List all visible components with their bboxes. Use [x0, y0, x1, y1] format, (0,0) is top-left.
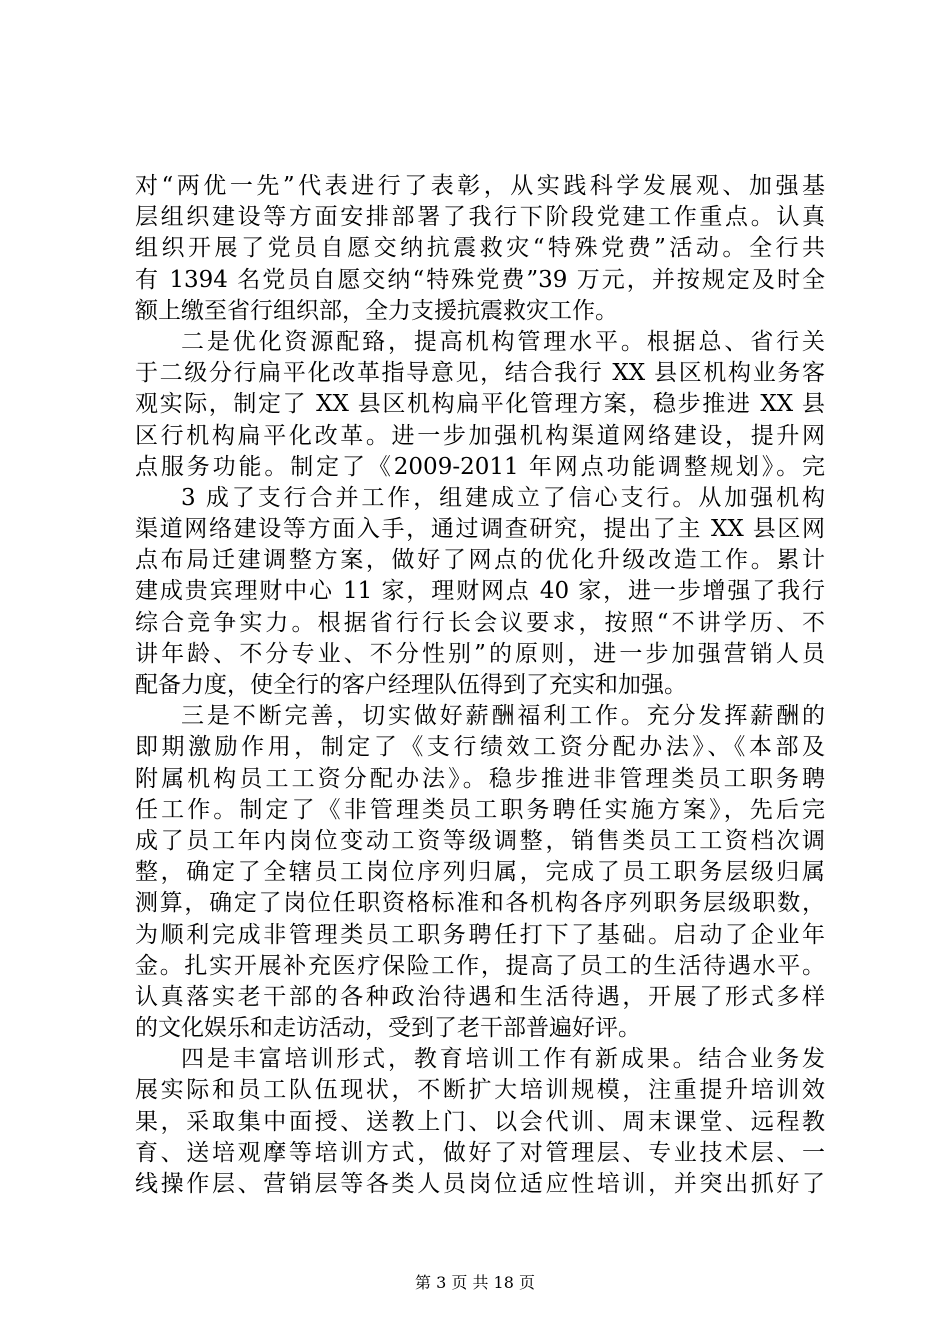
text-line: 区行机构扁平化改革。进一步加强机构渠道网络建设，提升网	[135, 422, 825, 449]
text-line: 观实际，制定了 XX 县区机构扁平化管理方案，稳步推进 XX 县	[135, 391, 825, 418]
text-line: 组织开展了党员自愿交纳抗震救灾“特殊党费”活动。全行共	[135, 235, 825, 262]
text-line: 整，确定了全辖员工岗位序列归属，完成了员工职务层级归属	[135, 859, 825, 886]
paragraph-start-line: 二是优化资源配臵，提高机构管理水平。根据总、省行关	[181, 328, 825, 355]
text-line: 额上缴至省行组织部，全力支援抗震救灾工作。	[135, 297, 618, 324]
text-line: 果，采取集中面授、送教上门、以会代训、周末课堂、远程教	[135, 1108, 825, 1135]
text-line: 讲年龄、不分专业、不分性别”的原则，进一步加强营销人员	[135, 640, 825, 667]
text-line: 附属机构员工工资分配办法》。稳步推进非管理类员工职务聘	[135, 765, 825, 792]
text-line: 测算，确定了岗位任职资格标准和各机构各序列职务层级职数，	[135, 890, 825, 917]
body-text	[135, 171, 825, 1200]
text-line: 于二级分行扁平化改革指导意见，结合我行 XX 县区机构业务客	[135, 360, 825, 387]
text-line: 点布局迁建调整方案，做好了网点的优化升级改造工作。累计	[135, 547, 825, 574]
text-line: 成了员工年内岗位变动工资等级调整，销售类员工工资档次调	[135, 827, 825, 854]
text-line: 对“两优一先”代表进行了表彰，从实践科学发展观、加强基	[135, 173, 825, 199]
text-line: 配备力度，使全行的客户经理队伍得到了充实和加强。	[135, 672, 687, 698]
text-line: 任工作。制定了《非管理类员工职务聘任实施方案》，先后完	[135, 796, 825, 823]
text-line: 建成贵宾理财中心 11 家，理财网点 40 家，进一步增强了我行	[135, 578, 825, 605]
text-line: 认真落实老干部的各种政治待遇和生活待遇，开展了形式多样	[135, 983, 825, 1010]
paragraph-start-line: 四是丰富培训形式，教育培训工作有新成果。结合业务发	[181, 1046, 825, 1073]
text-line: 即期激励作用，制定了《支行绩效工资分配办法》、《本部及	[135, 734, 825, 761]
page-footer: 第 3 页 共 18 页	[415, 1273, 535, 1292]
text-line: 线操作层、营销层等各类人员岗位适应性培训，并突出抓好了	[135, 1171, 825, 1197]
text-line: 为顺利完成非管理类员工职务聘任打下了基础。启动了企业年	[135, 921, 825, 948]
text-line: 展实际和员工队伍现状，不断扩大培训规模，注重提升培训效	[135, 1077, 825, 1104]
text-line: 点服务功能。制定了《2009-2011 年网点功能调整规划》。完	[135, 453, 825, 480]
text-line: 综合竞争实力。根据省行行长会议要求，按照“不讲学历、不	[135, 609, 825, 636]
text-line: 有 1394 名党员自愿交纳“特殊党费”39 万元，并按规定及时全	[135, 266, 825, 293]
text-line: 的文化娱乐和走访活动，受到了老干部普遍好评。	[135, 1015, 641, 1042]
paragraph-start-line: 三是不断完善，切实做好薪酬福利工作。充分发挥薪酬的	[181, 703, 825, 730]
text-line: 育、送培观摩等培训方式，做好了对管理层、专业技术层、一	[135, 1139, 825, 1166]
text-line: 层组织建设等方面安排部署了我行下阶段党建工作重点。认真	[135, 204, 825, 231]
text-line: 金。扎实开展补充医疗保险工作，提高了员工的生活待遇水平。	[135, 952, 825, 979]
text-line: 渠道网络建设等方面入手，通过调查研究，提出了主 XX 县区网	[135, 516, 825, 543]
paragraph-start-line: 3 成了支行合并工作，组建成立了信心支行。从加强机构	[181, 484, 825, 511]
